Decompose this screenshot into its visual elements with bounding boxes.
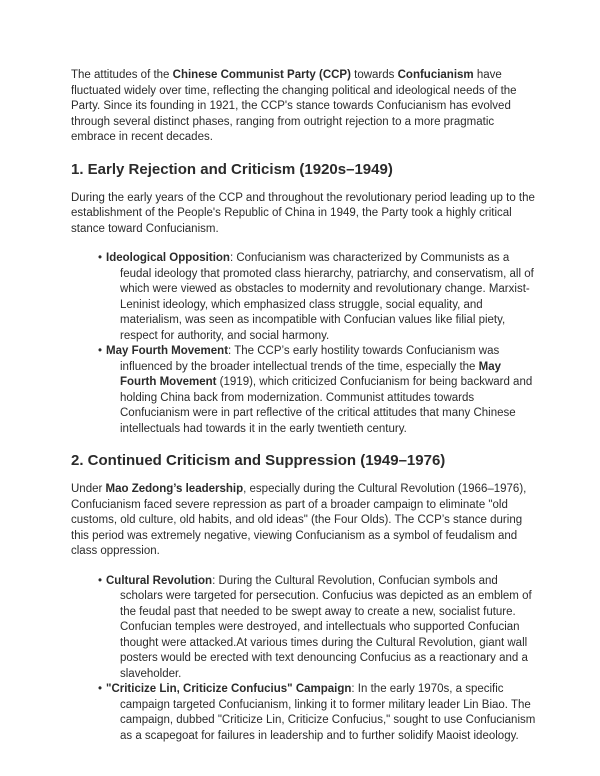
- section-1-paragraph: During the early years of the CCP and throughout the revolutionary period leading up to the establishment of the People's Republic of China in 1949, the Party took a highly critical stance toward Confucianism.: [71, 191, 535, 235]
- intro-text-2: towards: [350, 69, 398, 81]
- bullet-icon: •: [98, 574, 103, 587]
- section-2-paragraph: [71, 482, 540, 560]
- intro-text-3: have fluctuated widely over time, reflecting the changing political and ideological needs of the Party. Since its founding in 1921, the CCP's stance towards Confucianism has evolved through several distinct phases, ranging from outright rejection to a more pragmatic embrace in recent decades.: [71, 69, 517, 143]
- list-item-first-line: [106, 251, 540, 267]
- list-item-ideological-opposition: [98, 251, 540, 344]
- list-item-continuation: scholars were targeted for persecution. Confucius was depicted as an emblem of the feudal past that needed to be swept away to create a new, socialist future. Confucian temples were destroyed, and intellectuals who supported Confucian thought were attacked.At various times during the Cultural Revolution, giant wall posters would be erected with text denouncing Confucius as a reactionary and a slaveholder.: [120, 590, 532, 680]
- bullet-icon: •: [98, 252, 103, 264]
- list-item-bold: Cultural Revolution: [106, 574, 213, 587]
- list-item-bold: May Fourth Movement: [106, 345, 229, 357]
- intro-bold-ccp: Chinese Communist Party (CCP): [172, 69, 351, 81]
- list-item-criticize-lin: [98, 682, 540, 744]
- list-item-text: : During the Cultural Revolution, Confucian symbols and: [212, 574, 498, 587]
- list-item-first-line: [106, 574, 540, 590]
- list-item-cultural-revolution: [98, 574, 540, 683]
- section-2-heading: 2. Continued Criticism and Suppression (1949–1976): [71, 452, 446, 469]
- list-item-inline-bold: May Fourth Movement: [120, 360, 502, 388]
- list-item-first-line: [106, 682, 540, 698]
- list-item-text: : Confucianism was characterized by Communists as a: [229, 252, 510, 264]
- bullet-icon: •: [98, 345, 103, 357]
- list-item-continuation: feudal ideology that promoted class hierarchy, patriarchy, and conservatism, all of which were viewed as obstacles to modernity and revolutionary change. Marxist-Leninist ideology, which emphasized class struggle, social equality, and materialism, was seen as incompatible with Confucian values like filial piety, respect for authority, and social harmony.: [120, 267, 534, 342]
- list-item-text-b: (1919), which criticized Confucianism for being backward and holding China back from modernization. Communist attitudes towards Confucianism were in part reflective of the critical attitudes that many Chinese intellectuals had towards it in the early twentieth century.: [120, 376, 533, 435]
- section-2-text-2: , especially during the Cultural Revolution (1966–1976), Confucianism faced severe repression as part of a broader campaign to eliminate "old customs, old culture, old habits, and old ideas" (the Four Olds). The CCP’s stance during this period was extremely negative, viewing Confucianism as a symbol of feudalism and class oppression.: [71, 483, 527, 557]
- list-item-continuation: campaign targeted Confucianism, linking it to former military leader Lin Biao. The campaign, dubbed "Criticize Lin, Criticize Confucius," sought to use Confucianism as a scapegoat for failures in leadership and to further solidify Maoist ideology.: [120, 698, 536, 742]
- bullet-icon: •: [98, 683, 103, 695]
- section-2-list: [71, 574, 540, 745]
- intro-bold-confucianism: Confucianism: [397, 69, 474, 81]
- list-item-text-a: influenced by the broader intellectual trends of the time, especially the: [120, 360, 479, 373]
- section-1-list: [71, 251, 540, 437]
- list-item-may-fourth: [98, 344, 540, 437]
- section-2-text-1: Under: [71, 483, 106, 495]
- intro-text-1: The attitudes of the: [71, 69, 173, 81]
- list-item-first-line: [106, 344, 540, 360]
- list-item-text: : The CCP’s early hostility towards Confucianism was: [228, 345, 500, 357]
- list-item-text: : In the early 1970s, a specific: [351, 683, 504, 695]
- list-item-bold: Ideological Opposition: [106, 252, 230, 264]
- list-item-continuation: [106, 360, 540, 438]
- section-1-heading: 1. Early Rejection and Criticism (1920s–1949): [71, 160, 393, 178]
- section-2-bold-mao: Mao Zedong’s leadership: [105, 483, 244, 495]
- intro-paragraph: [71, 68, 540, 146]
- list-item-bold: "Criticize Lin, Criticize Confucius" Campaign: [106, 683, 352, 695]
